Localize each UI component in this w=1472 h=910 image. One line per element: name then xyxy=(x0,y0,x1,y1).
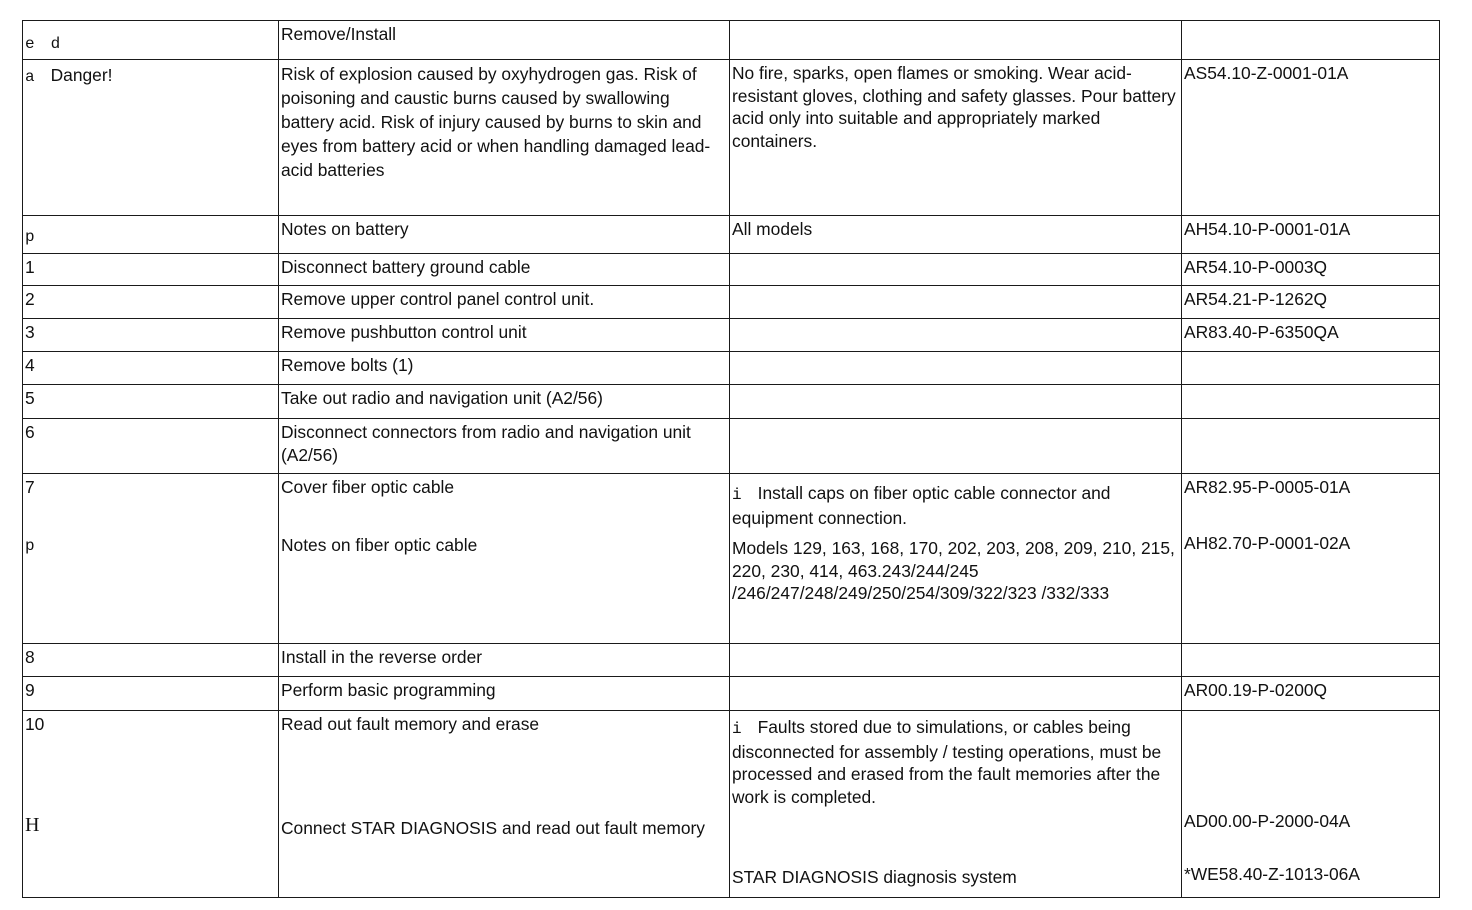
step-ref xyxy=(1182,385,1440,419)
step-7-ref: AR82.95-P-0005-01A xyxy=(1184,477,1351,497)
step-10-ref-cell xyxy=(1182,711,1440,898)
step-number: 4 xyxy=(23,352,279,385)
step-7-text: Cover fiber optic cable xyxy=(281,477,455,497)
step-10-number-cell xyxy=(23,711,279,898)
step-number: 3 xyxy=(23,319,279,352)
step-text: Take out radio and navigation unit (A2/56) xyxy=(279,385,730,419)
step-number: 6 xyxy=(23,419,279,474)
danger-label: Danger! xyxy=(50,65,113,85)
header-row xyxy=(23,21,1440,60)
step-note xyxy=(730,385,1182,419)
step-text: Disconnect connectors from radio and navigation unit (A2/56) xyxy=(279,419,730,474)
step-row xyxy=(23,419,1440,474)
step-row xyxy=(23,319,1440,352)
step-text: Disconnect battery ground cable xyxy=(279,254,730,286)
step-number: 1 xyxy=(23,254,279,286)
header-empty-3 xyxy=(730,21,1182,60)
step-ref xyxy=(1182,644,1440,677)
step-10-diagnosis-text: Connect STAR DIAGNOSIS and read out fault memory xyxy=(281,817,705,838)
header-symbol-d: d xyxy=(50,35,61,53)
danger-risk-text: Risk of explosion caused by oxyhydrogen gas. Risk of poisoning and caustic burns caused by swallowing battery acid. Risk of injury caused by burns to skin and eyes from battery acid or when handling damaged lead-acid batteries xyxy=(279,60,730,216)
step-note xyxy=(730,319,1182,352)
notes-battery-row xyxy=(23,216,1440,254)
step-7-number: 7 xyxy=(25,477,35,497)
step-10-diagnosis-ref: AD00.00-P-2000-04A xyxy=(1184,811,1351,831)
step-number: 2 xyxy=(23,286,279,319)
danger-symbol: a xyxy=(25,68,35,86)
step-text: Remove pushbutton control unit xyxy=(279,319,730,352)
step-7-notes-text: Notes on fiber optic cable xyxy=(281,534,478,555)
step-row xyxy=(23,254,1440,286)
step-note xyxy=(730,419,1182,474)
step-10-info-cell xyxy=(730,711,1182,898)
step-10-text-cell xyxy=(279,711,730,898)
step-text: Install in the reverse order xyxy=(279,644,730,677)
info-icon: i xyxy=(732,720,742,738)
danger-row xyxy=(23,60,1440,216)
step-ref: AR00.19-P-0200Q xyxy=(1182,677,1440,711)
step-note xyxy=(730,352,1182,385)
notes-battery-models: All models xyxy=(730,216,1182,254)
step-10-number: 10 xyxy=(25,714,45,734)
step-note xyxy=(730,644,1182,677)
step-10-text: Read out fault memory and erase xyxy=(281,714,540,734)
step-10-row xyxy=(23,711,1440,898)
step-row xyxy=(23,352,1440,385)
notes-battery-text: Notes on battery xyxy=(279,216,730,254)
step-ref: AR54.10-P-0003Q xyxy=(1182,254,1440,286)
notes-battery-symbol: p xyxy=(25,228,35,246)
danger-ref: AS54.10-Z-0001-01A xyxy=(1182,60,1440,216)
step-note xyxy=(730,254,1182,286)
step-ref: AR54.21-P-1262Q xyxy=(1182,286,1440,319)
step-7-info xyxy=(732,482,1178,529)
step-ref: AR83.40-P-6350QA xyxy=(1182,319,1440,352)
step-row xyxy=(23,644,1440,677)
step-7-info-cell xyxy=(730,474,1182,644)
step-text: Remove bolts (1) xyxy=(279,352,730,385)
step-ref xyxy=(1182,352,1440,385)
danger-measures-text: No fire, sparks, open flames or smoking. Wear acid-resistant gloves, clothing and safety glasses. Pour battery acid only into suitable and appropriately marked containers. xyxy=(730,60,1182,216)
step-7-notes-symbol: p xyxy=(25,536,35,555)
danger-label-cell xyxy=(23,60,279,216)
step-7-notes-models: Models 129, 163, 168, 170, 202, 203, 208, 209, 210, 215, 220, 230, 414, 463.243/244/245 /246/247/248/249/250/254/309/322/323 /332/333 xyxy=(732,538,1175,603)
step-10-tool-ref: *WE58.40-Z-1013-06A xyxy=(1184,863,1360,884)
step-10-info-text: Faults stored due to simulations, or cables being disconnected for assembly / testing operations, must be processed and erased from the fault memories after the work is completed. xyxy=(732,717,1162,807)
step-7-row xyxy=(23,474,1440,644)
step-row xyxy=(23,286,1440,319)
step-note xyxy=(730,286,1182,319)
step-7-ref-cell xyxy=(1182,474,1440,644)
step-text: Remove upper control panel control unit. xyxy=(279,286,730,319)
header-symbol-cell xyxy=(23,21,279,60)
step-text: Perform basic programming xyxy=(279,677,730,711)
notes-battery-ref: AH54.10-P-0001-01A xyxy=(1182,216,1440,254)
step-note xyxy=(730,677,1182,711)
step-number: 9 xyxy=(23,677,279,711)
notes-battery-symbol-cell xyxy=(23,216,279,254)
header-empty-4 xyxy=(1182,21,1440,60)
step-10-tool: STAR DIAGNOSIS diagnosis system xyxy=(732,867,1017,887)
header-symbol-e: e xyxy=(25,35,35,53)
step-10-info xyxy=(732,716,1178,808)
step-number: 5 xyxy=(23,385,279,419)
step-7-info-text: Install caps on fiber optic cable connector and equipment connection. xyxy=(732,483,1111,528)
step-7-number-cell xyxy=(23,474,279,644)
step-7-text-cell xyxy=(279,474,730,644)
step-row xyxy=(23,385,1440,419)
step-ref xyxy=(1182,419,1440,474)
header-title: Remove/Install xyxy=(279,21,730,60)
info-icon: i xyxy=(732,486,742,504)
step-10-diagnosis-symbol: H xyxy=(25,813,40,836)
step-number: 8 xyxy=(23,644,279,677)
procedure-table xyxy=(22,20,1440,898)
step-row xyxy=(23,677,1440,711)
step-7-notes-ref: AH82.70-P-0001-02A xyxy=(1184,532,1351,553)
